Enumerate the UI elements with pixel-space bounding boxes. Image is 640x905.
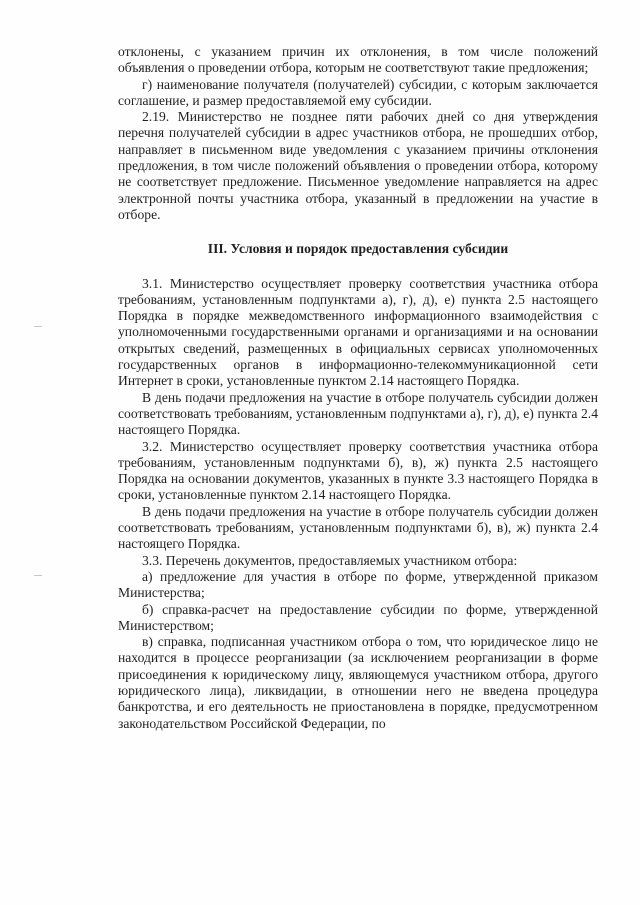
list-item: в) справка, подписанная участником отбора о том, что юридическое лицо не находится в процессе реорганизации (за исключением реорганизации в форме присоединения к юридическому лицу, являющемуся участником отбора, другого юридического лица), ликвидации, в отношении него не введена процедура банкротства, и его деятельность не приостановлена в порядке, предусмотренном законодательством Российской Федерации, по — [118, 634, 598, 731]
section-heading: III. Условия и порядок предоставления субсидии — [207, 241, 509, 257]
paragraph: 3.3. Перечень документов, предоставляемых участником отбора: — [142, 552, 518, 568]
paragraph: В день подачи предложения на участие в отборе получатель субсидии должен соответствовать требованиям, установленным подпунктами а), г), д), е) пункта 2.4 настоящего Порядка. — [118, 389, 598, 438]
paragraph: 3.2. Министерство осуществляет проверку соответствия участника отбора требованиям, установленным подпунктами б), в), ж) пункта 2.5 настоящего Порядка на основании документов, указанных в пункте 3.3 настоящего Порядка в сроки, установленные пунктом 2.14 настоящего Порядка. — [118, 438, 598, 503]
paragraph: 2.19. Министерство не позднее пяти рабочих дней со дня утверждения перечня получателей субсидии в адрес участников отбора, не прошедших отбор, направляет в письменном виде уведомления с указанием причины отклонения предложения, в том числе положений объявления о проведении отбора, которому не соответствует предложение. Письменное уведомление направляется на адрес электронной почты участника отбора, указанный в предложении на участие в отборе. — [118, 109, 598, 222]
margin-mark — [34, 575, 42, 576]
margin-mark — [34, 326, 42, 327]
paragraph: г) наименование получателя (получателей) субсидии, с которым заключается соглашение, и размер предоставляемой ему субсидии. — [118, 76, 598, 108]
list-item: а) предложение для участия в отборе по форме, утвержденной приказом Министерства; — [118, 568, 598, 601]
paragraph: В день подачи предложения на участие в отборе получатель субсидии должен соответствовать требованиям, установленным подпунктами б), в), ж) пункта 2.4 настоящего Порядка. — [118, 503, 598, 552]
list-item: б) справка-расчет на предоставление субсидии по форме, утвержденной Министерством; — [118, 601, 598, 633]
paragraph: отклонены, с указанием причин их отклонения, в том числе положений объявления о проведении отбора, которым не соответствуют такие предложения; — [118, 44, 598, 76]
paragraph: 3.1. Министерство осуществляет проверку соответствия участника отбора требованиям, установленным подпунктами а), г), д), е) пункта 2.5 настоящего Порядка в порядке межведомственного информационного взаимодействия с уполномоченными государственными органами и организациями и на основании открытых сведений, размещенных в официальных сервисах уполномоченных государственных органов в информационно-телекоммуникационной сети Интернет в сроки, установленные пунктом 2.14 настоящего Порядка. — [118, 275, 598, 389]
document-body — [118, 44, 598, 732]
